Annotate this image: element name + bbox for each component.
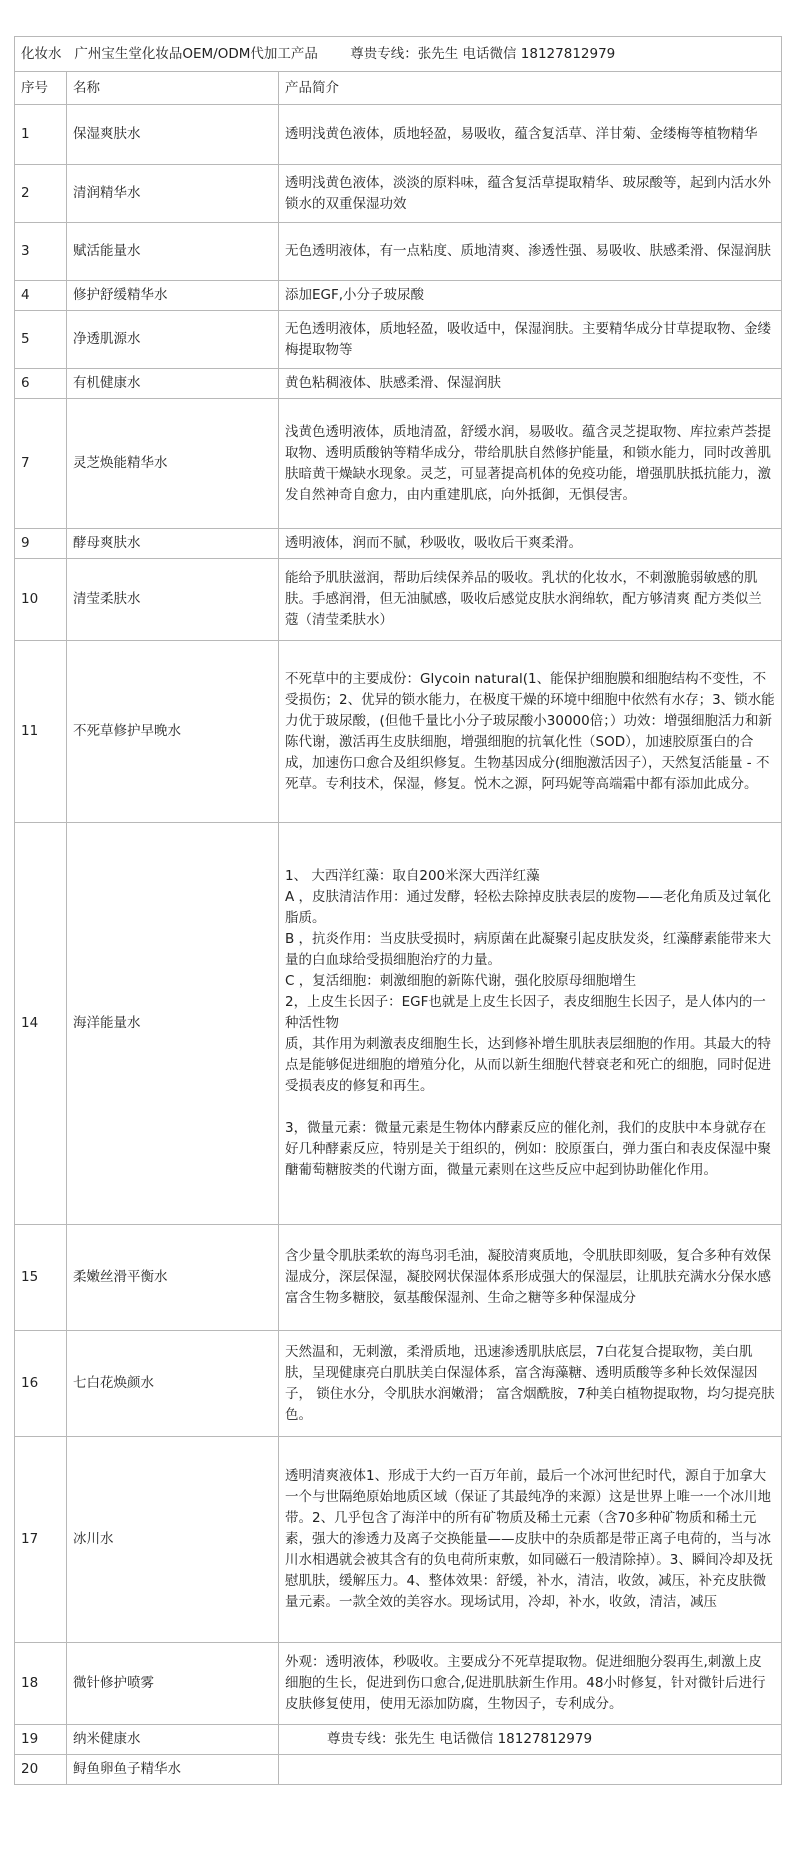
row-no: 10 bbox=[15, 559, 67, 641]
table-row bbox=[15, 559, 782, 641]
table-row bbox=[15, 529, 782, 559]
title-row bbox=[15, 37, 782, 72]
table-row bbox=[15, 1643, 782, 1725]
row-name: 纳米健康水 bbox=[67, 1725, 279, 1755]
title-company: 广州宝生堂化妆品OEM/ODM代加工产品 bbox=[74, 45, 318, 62]
table-row bbox=[15, 105, 782, 165]
row-name: 修护舒缓精华水 bbox=[67, 281, 279, 311]
row-no: 7 bbox=[15, 399, 67, 529]
row-no: 1 bbox=[15, 105, 67, 165]
table-row bbox=[15, 399, 782, 529]
table-row bbox=[15, 1437, 782, 1643]
header-row bbox=[15, 72, 782, 105]
header-no: 序号 bbox=[15, 72, 67, 105]
header-name: 名称 bbox=[67, 72, 279, 105]
header-desc: 产品简介 bbox=[279, 72, 782, 105]
row-desc: 无色透明液体，质地轻盈，吸收适中，保湿润肤。主要精华成分甘草提取物、金缕梅提取物等 bbox=[279, 311, 782, 369]
row-name: 酵母爽肤水 bbox=[67, 529, 279, 559]
row-no: 9 bbox=[15, 529, 67, 559]
table-row bbox=[15, 641, 782, 823]
table-row bbox=[15, 1755, 782, 1785]
row-name: 灵芝焕能精华水 bbox=[67, 399, 279, 529]
table-row bbox=[15, 165, 782, 223]
row-desc: 透明浅黄色液体，质地轻盈，易吸收，蕴含复活草、洋甘菊、金缕梅等植物精华 bbox=[279, 105, 782, 165]
row-no: 4 bbox=[15, 281, 67, 311]
row-desc: 1、 大西洋红藻：取自200米深大西洋红藻 A ，皮肤清洁作用：通过发酵，轻松去除掉皮肤表层的废物——老化角质及过氧化脂质。 B ，抗炎作用：当皮肤受损时，病原菌在此凝聚引起皮肤发炎，红藻酵素能带来大量的白血球给受损细胞治疗的力量。 C ，复活细胞：刺激细胞的新陈代谢，强化胶原母细胞增生 2，上皮生长因子：EGF也就是上皮生长因子，表皮细胞生长因子，是人体内的一种活性物 质，其作用为刺激表皮细胞生长，达到修补增生肌肤表层细胞的作用。其最大的特点是能够促进细胞的增殖分化，从而以新生细胞代替衰老和死亡的细胞，同时促进受损表皮的修复和再生。 3，微量元素：微量元素是生物体内酵素反应的催化剂，我们的皮肤中本身就存在好几种酵素反应，特别是关于组织的，例如：胶原蛋白，弹力蛋白和表皮保湿中聚醣葡萄糖胺类的代谢方面，微量元素则在这些反应中起到协助催化作用。 bbox=[279, 823, 782, 1225]
row-desc: 无色透明液体，有一点粘度、质地清爽、渗透性强、易吸收、肤感柔滑、保湿润肤 bbox=[279, 223, 782, 281]
row-name: 净透肌源水 bbox=[67, 311, 279, 369]
table-row bbox=[15, 281, 782, 311]
row-no: 20 bbox=[15, 1755, 67, 1785]
row-name: 柔嫩丝滑平衡水 bbox=[67, 1225, 279, 1331]
row-no: 2 bbox=[15, 165, 67, 223]
row-name: 清润精华水 bbox=[67, 165, 279, 223]
row-no: 15 bbox=[15, 1225, 67, 1331]
row-desc: 浅黄色透明液体，质地清盈，舒缓水润，易吸收。蕴含灵芝提取物、库拉索芦荟提取物、透明质酸钠等精华成分，带给肌肤自然修护能量，和锁水能力，同时改善肌肤暗黄干燥缺水现象。灵芝，可显著提高机体的免疫功能，增强肌肤抵抗能力，激发自然神奇自愈力，由内重建肌底，向外抵御，无惧侵害。 bbox=[279, 399, 782, 529]
table-row bbox=[15, 1725, 782, 1755]
table-row bbox=[15, 1225, 782, 1331]
row-name: 微针修护喷雾 bbox=[67, 1643, 279, 1725]
row-desc: 黄色粘稠液体、肤感柔滑、保湿润肤 bbox=[279, 369, 782, 399]
row-name: 七白花焕颜水 bbox=[67, 1331, 279, 1437]
row-desc: 透明液体，润而不腻，秒吸收，吸收后干爽柔滑。 bbox=[279, 529, 782, 559]
row-name: 清莹柔肤水 bbox=[67, 559, 279, 641]
row-desc: 透明清爽液体1、形成于大约一百万年前，最后一个冰河世纪时代，源自于加拿大一个与世隔绝原始地质区域（保证了其最纯净的来源）这是世界上唯一一个冰川地带。2、几乎包含了海洋中的所有矿物质及稀土元素（含70多种矿物质和稀土元素，强大的渗透力及离子交换能量——皮肤中的杂质都是带正离子电荷的，当与冰川水相遇就会被其含有的负电荷所束敷，如同磁石一般清除掉）。3、瞬间冷却及抚慰肌肤，缓解压力。4、整体效果：舒缓，补水，清洁，收敛，减压，补充皮肤微量元素。一款全效的美容水。现场试用，冷却，补水，收敛，清洁，减压 bbox=[279, 1437, 782, 1643]
row-name: 保湿爽肤水 bbox=[67, 105, 279, 165]
table-body bbox=[15, 37, 782, 1785]
row-desc: 添加EGF,小分子玻尿酸 bbox=[279, 281, 782, 311]
row-name: 有机健康水 bbox=[67, 369, 279, 399]
row-desc: 外观：透明液体，秒吸收。主要成分不死草提取物。促进细胞分裂再生,刺激上皮细胞的生长，促进到伤口愈合,促进肌肤新生作用。48小时修复，针对微针后进行皮肤修复使用，使用无添加防腐，生物因子，专利成分。 bbox=[279, 1643, 782, 1725]
row-name: 鲟鱼卵鱼子精华水 bbox=[67, 1755, 279, 1785]
row-name: 不死草修护早晚水 bbox=[67, 641, 279, 823]
row-no: 14 bbox=[15, 823, 67, 1225]
row-desc-contact: 尊贵专线：张先生 电话微信 18127812979 bbox=[279, 1725, 782, 1755]
table-row bbox=[15, 369, 782, 399]
row-desc: 天然温和，无刺激，柔滑质地，迅速渗透肌肤底层，7白花复合提取物，美白肌肤，呈现健康亮白肌肤美白保湿体系，富含海藻糖、透明质酸等多种长效保湿因子， 锁住水分，令肌肤水润嫩滑； 富含烟酰胺，7种美白植物提取物，均匀提亮肤色。 bbox=[279, 1331, 782, 1437]
row-no: 5 bbox=[15, 311, 67, 369]
table-row bbox=[15, 823, 782, 1225]
table-row bbox=[15, 223, 782, 281]
row-no: 19 bbox=[15, 1725, 67, 1755]
row-name: 海洋能量水 bbox=[67, 823, 279, 1225]
row-name: 赋活能量水 bbox=[67, 223, 279, 281]
title-cell bbox=[15, 37, 782, 72]
row-desc: 不死草中的主要成份：Glycoin natural(1、能保护细胞膜和细胞结构不变性，不受损伤；2、优异的锁水能力，在极度干燥的环境中细胞中依然有水存；3、锁水能力优于玻尿酸，(但他千量比小分子玻尿酸小30000倍；）功效：增强细胞活力和新陈代谢，激活再生皮肤细胞，增强细胞的抗氧化性（SOD），加速胶原蛋白的合成，加速伤口愈合及组织修复。生物基因成分(细胞激活因子），天然复活能量 - 不死草。专利技术，保湿，修复。悦木之源，阿玛妮等高端霜中都有添加此成分。 bbox=[279, 641, 782, 823]
row-no: 11 bbox=[15, 641, 67, 823]
row-no: 3 bbox=[15, 223, 67, 281]
row-name: 冰川水 bbox=[67, 1437, 279, 1643]
row-desc: 透明浅黄色液体，淡淡的原料味，蕴含复活草提取精华、玻尿酸等，起到内活水外锁水的双重保湿功效 bbox=[279, 165, 782, 223]
row-no: 17 bbox=[15, 1437, 67, 1643]
row-desc: 能给予肌肤滋润，帮助后续保养品的吸收。乳状的化妆水，不刺激脆弱敏感的肌肤。手感润滑，但无油腻感，吸收后感觉皮肤水润绵软，配方够清爽 配方类似兰蔻（清莹柔肤水） bbox=[279, 559, 782, 641]
title-category: 化妆水 bbox=[21, 45, 62, 62]
row-desc bbox=[279, 1755, 782, 1785]
product-table bbox=[14, 36, 782, 1785]
row-no: 18 bbox=[15, 1643, 67, 1725]
table-row bbox=[15, 1331, 782, 1437]
row-desc: 含少量令肌肤柔软的海鸟羽毛油，凝胶清爽质地，令肌肤即刻吸，复合多种有效保湿成分，深层保湿，凝胶网状保湿体系形成强大的保湿层，让肌肤充满水分保水感富含生物多糖胶，氨基酸保湿剂、生命之糖等多种保湿成分 bbox=[279, 1225, 782, 1331]
row-no: 6 bbox=[15, 369, 67, 399]
table-row bbox=[15, 311, 782, 369]
row-no: 16 bbox=[15, 1331, 67, 1437]
title-contact: 尊贵专线：张先生 电话微信 18127812979 bbox=[350, 45, 616, 62]
